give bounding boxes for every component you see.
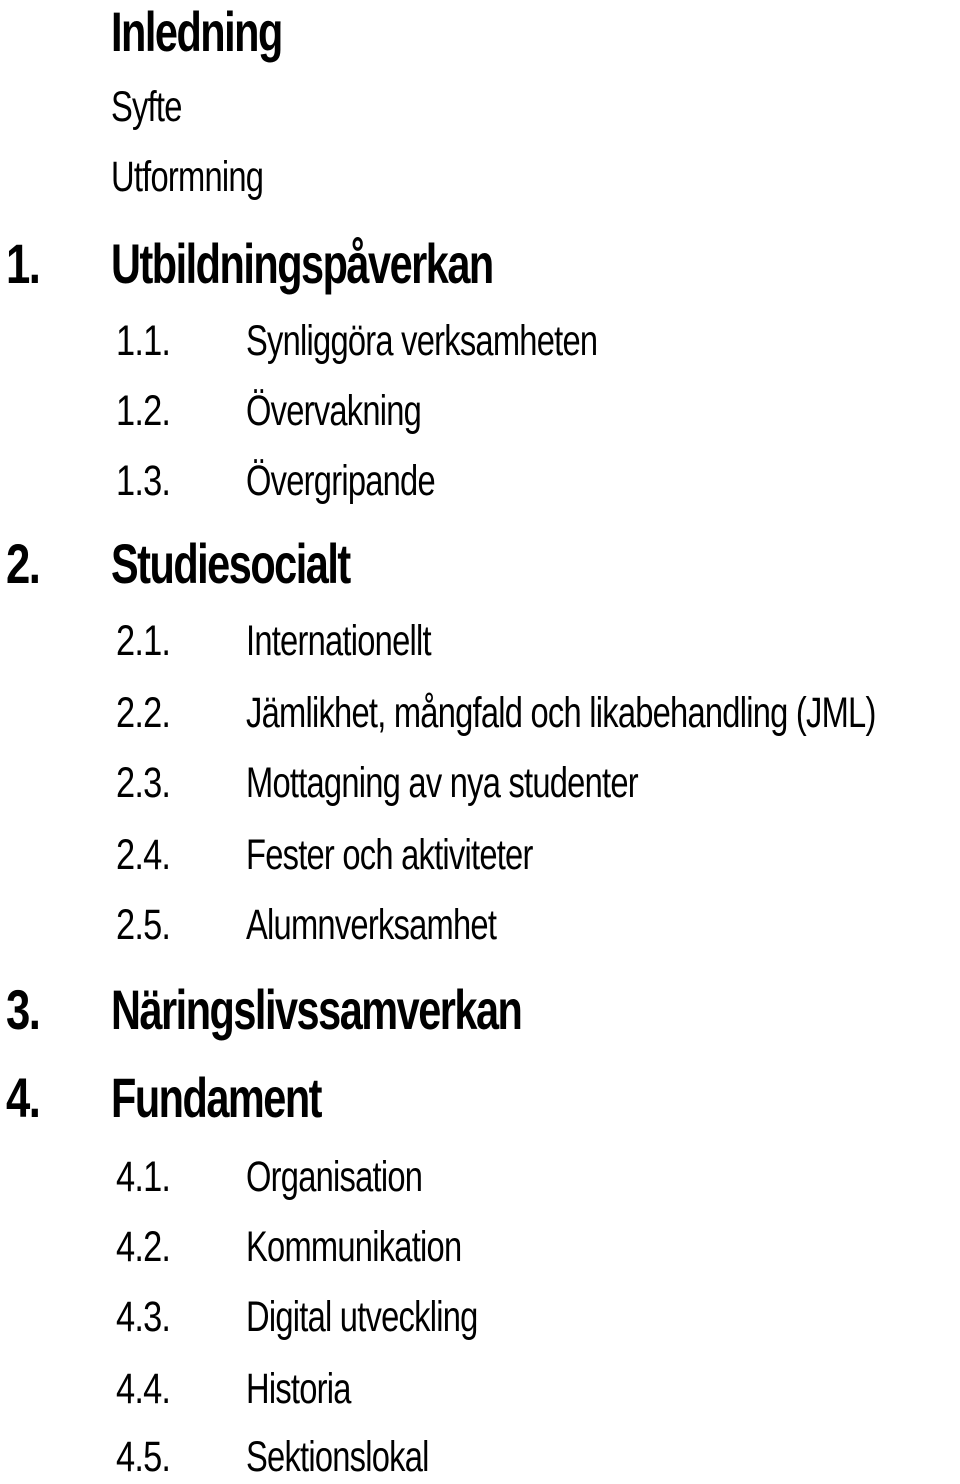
section-2-3 (0, 759, 960, 808)
section-title: Synliggöra verksamheten (246, 317, 598, 365)
section-number: 4.4. (116, 1365, 171, 1413)
section-title: Internationellt (246, 617, 431, 665)
chapter-heading-2 (0, 532, 960, 596)
section-number: 2.5. (116, 901, 171, 949)
chapter-number: 3. (6, 978, 40, 1041)
section-title: Mottagning av nya studenter (246, 759, 638, 807)
section-number: 2.4. (116, 831, 171, 879)
section-4-1 (0, 1153, 960, 1202)
section-number: 2.2. (116, 689, 171, 737)
section-4-2 (0, 1223, 960, 1272)
section-2-2 (0, 689, 960, 738)
section-4-4 (0, 1365, 960, 1414)
chapter-title: Studiesocialt (111, 532, 350, 595)
section-number: 4.1. (116, 1153, 171, 1201)
section-number: 1.3. (116, 457, 171, 505)
section-number: 1.2. (116, 387, 171, 435)
section-title: Organisation (246, 1153, 423, 1201)
chapter-heading-4 (0, 1066, 960, 1130)
section-1-2 (0, 387, 960, 436)
section-title: Sektionslokal (246, 1433, 429, 1481)
section-title: Övergripande (246, 457, 435, 505)
section-number: 2.3. (116, 759, 171, 807)
section-number: 1.1. (116, 317, 171, 365)
section-title: Fester och aktiviteter (246, 831, 533, 879)
chapter-heading-3 (0, 978, 960, 1042)
section-title: Digital utveckling (246, 1293, 478, 1341)
chapter-number: 2. (6, 532, 40, 595)
chapter-title: Utbildningspåverkan (111, 232, 493, 295)
chapter-title: Näringslivssamverkan (111, 978, 522, 1041)
chapter-heading-1 (0, 232, 960, 296)
section-title: Övervakning (246, 387, 422, 435)
intro-heading: Inledning (111, 0, 282, 63)
chapter-title: Fundament (111, 1066, 321, 1129)
section-4-5 (0, 1433, 960, 1482)
section-2-4 (0, 831, 960, 880)
section-title: Alumnverksamhet (246, 901, 497, 949)
chapter-number: 4. (6, 1066, 40, 1129)
section-2-1 (0, 617, 960, 666)
chapter-number: 1. (6, 232, 40, 295)
section-title: Jämlikhet, mångfald och likabehandling (JML) (246, 689, 876, 737)
section-1-3 (0, 457, 960, 506)
intro-item-syfte: Syfte (111, 83, 182, 131)
section-title: Kommunikation (246, 1223, 462, 1271)
section-1-1 (0, 317, 960, 366)
section-title: Historia (246, 1365, 351, 1413)
intro-item-utformning: Utformning (111, 153, 264, 201)
section-number: 4.3. (116, 1293, 171, 1341)
section-number: 4.2. (116, 1223, 171, 1271)
section-number: 4.5. (116, 1433, 171, 1481)
section-number: 2.1. (116, 617, 171, 665)
section-4-3 (0, 1293, 960, 1342)
section-2-5 (0, 901, 960, 950)
